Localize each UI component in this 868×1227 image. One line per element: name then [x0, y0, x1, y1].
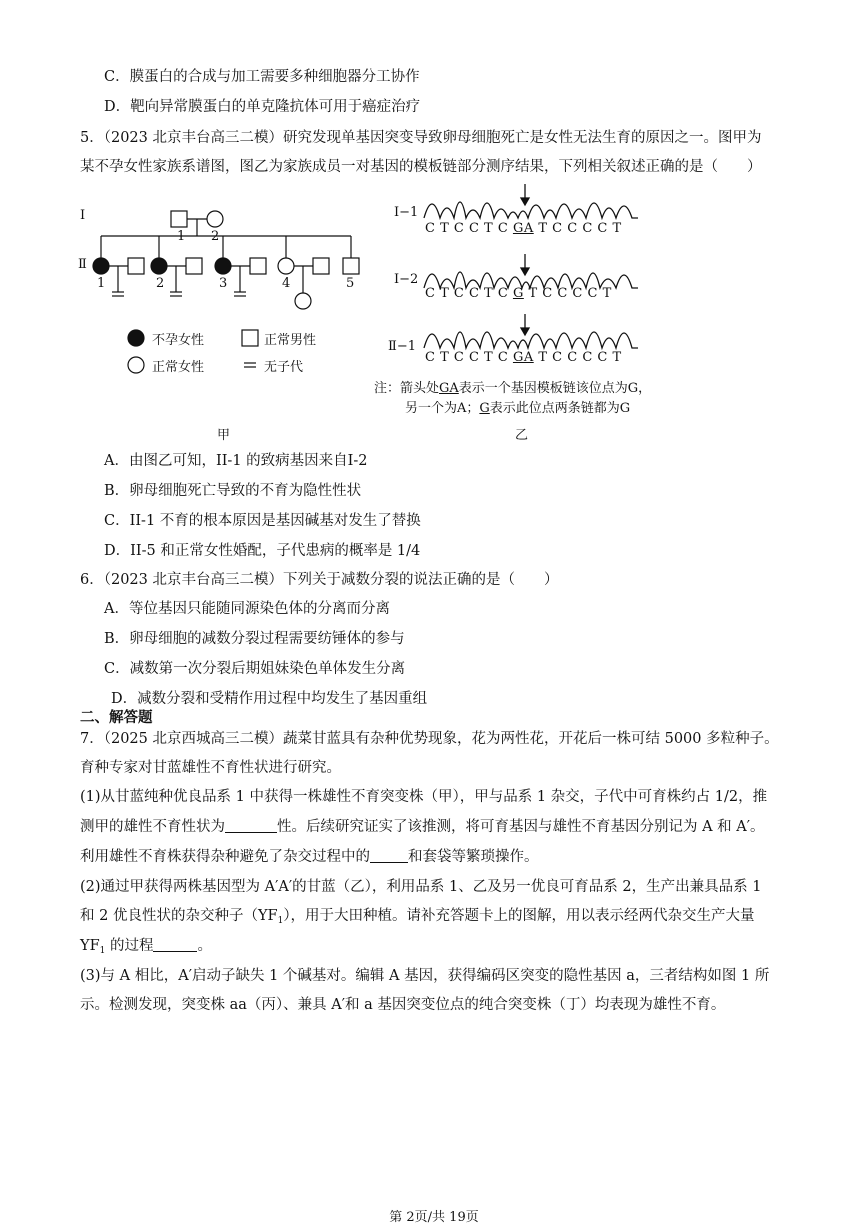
legend-affected-female-label: 不孕女性 — [152, 333, 205, 348]
answer-blank[interactable] — [225, 818, 277, 833]
q5-option-a: A．由图乙可知，II-1 的致病基因来自I-2 — [104, 453, 368, 469]
pedigree-II3-affected-female — [215, 258, 231, 274]
pedigree-II4-normal-female — [278, 258, 294, 274]
legend-affected-female-symbol — [128, 330, 144, 346]
pedigree-I1-male — [171, 211, 187, 227]
q7-part1-line2: 测甲的雄性不育性状为 性。后续研究证实了该推测，将可育基因与雄性不育基因分别记为 A 和 A′。 — [80, 819, 765, 835]
pedigree-II2-number: 2 — [156, 276, 165, 291]
q6-option-a: A．等位基因只能随同源染色体的分离而分离 — [104, 601, 390, 617]
arrow-down-icon — [521, 198, 529, 205]
q7-stem-line2: 育种专家对甘蓝雄性不育性状进行研究。 — [80, 760, 341, 776]
arrow-down-icon — [521, 328, 529, 335]
q7-part1-line3: 利用雄性不育株获得杂种避免了杂交过程中的 和套袋等繁琐操作。 — [80, 849, 539, 865]
pedigree-I2-female — [207, 211, 223, 227]
q5-stem-line1: 5．（2023 北京丰台高三二模）研究发现单基因突变导致卵母细胞死亡是女性无法生育的原因之一。图甲为 — [80, 130, 762, 146]
chroma-row1-label: I−1 — [394, 205, 419, 220]
pedigree-III-child-female — [295, 293, 311, 309]
chroma-note-line1: 注：箭头处GA表示一个基因模板链该位点为G， — [374, 381, 652, 396]
chromatogram-figure — [388, 180, 648, 370]
q7-part2-line2: 和 2 优良性状的杂交种子$(YF_1)$，用于大田种植。请补充答题卡上的图解，用以表示经两代杂交生产大量 — [80, 908, 755, 926]
q5-option-c: C．II-1 不育的根本原因是基因碱基对发生了替换 — [104, 513, 421, 529]
q7-part2-line1: (2)通过甲获得两株基因型为 A′A′的甘蓝（乙），利用品系 1、乙及另一优良可育品系 2，生产出兼具品系 1 — [80, 879, 762, 895]
q7-part3-line1: (3)与 A 相比，A′启动子缺失 1 个碱基对。编辑 A 基因，获得编码区突变的隐性基因 a，三者结构如图 1 所 — [80, 968, 770, 984]
chroma-row3-sequence: C T C C T C GA T C C C C T — [425, 350, 622, 365]
pedigree-II2-affected-female — [151, 258, 167, 274]
pedigree-gen-II-label: Ⅱ — [78, 257, 87, 272]
chroma-row2-label: I−2 — [394, 272, 419, 287]
legend-normal-male-symbol — [242, 330, 258, 346]
q5-stem-line2: 某不孕女性家族系谱图，图乙为家族成员一对基因的模板链部分测序结果，下列相关叙述正确的是（ ） — [80, 159, 762, 175]
chroma-row1-sequence: C T C C T C GA T C C C C T — [425, 221, 622, 236]
q7-part2-line3: $YF_1$ 的过程 。 — [80, 938, 212, 956]
arrow-down-icon — [521, 268, 529, 275]
q5-option-b: B．卵母细胞死亡导致的不育为隐性性状 — [104, 483, 362, 499]
q6-stem: 6．（2023 北京丰台高三二模）下列关于减数分裂的说法正确的是（ ） — [80, 572, 559, 588]
chromatogram-trace-I1 — [424, 202, 638, 218]
legend-normal-male-label: 正常男性 — [264, 333, 317, 348]
pedigree-II5-male — [343, 258, 359, 274]
pedigree-II1-number: 1 — [97, 276, 106, 291]
answer-blank[interactable] — [370, 848, 408, 863]
pedigree-II3-number: 3 — [219, 276, 228, 291]
q6-option-c: C．减数第一次分裂后期姐妹染色单体发生分离 — [104, 661, 406, 677]
section-heading: 二、解答题 — [80, 709, 153, 726]
legend-no-offspring-label: 无子代 — [264, 360, 304, 375]
figure-yi-caption: 乙 — [515, 428, 529, 443]
pedigree-I1-number: 1 — [177, 229, 186, 244]
pedigree-gen-I-label: I — [80, 208, 86, 223]
pedigree-I2-number: 2 — [211, 229, 220, 244]
chroma-row3-label: Ⅱ−1 — [388, 339, 416, 354]
chroma-row2-sequence: C T C C T C G T C C C C T — [425, 286, 612, 301]
q4-option-c: C．膜蛋白的合成与加工需要多种细胞器分工协作 — [104, 69, 420, 85]
pedigree-II4-number: 4 — [282, 276, 291, 291]
pedigree-figure — [70, 200, 370, 440]
q4-option-d: D．靶向异常膜蛋白的单克隆抗体可用于癌症治疗 — [104, 99, 421, 115]
pedigree-II1-affected-female — [93, 258, 109, 274]
chroma-note-line2: 另一个为A；G表示此位点两条链都为G — [405, 401, 631, 416]
chromatogram-trace-II1 — [424, 332, 638, 348]
q5-option-d: D．II-5 和正常女性婚配，子代患病的概率是 1/4 — [104, 543, 421, 559]
pedigree-II5-number: 5 — [346, 276, 355, 291]
q7-part3-line2: 示。检测发现，突变株 aa（丙）、兼具 A′和 a 基因突变位点的纯合突变株（丁）均表现为雄性不育。 — [80, 997, 726, 1013]
legend-normal-female-label: 正常女性 — [152, 360, 205, 375]
answer-blank[interactable] — [153, 937, 197, 952]
q7-part1-line1: (1)从甘蓝纯种优良品系 1 中获得一株雄性不育突变株（甲），甲与品系 1 杂交，子代中可育株约占 1/2，推 — [80, 789, 768, 805]
q6-option-d: D．减数分裂和受精作用过程中均发生了基因重组 — [111, 691, 428, 707]
q7-stem-line1: 7．（2025 北京西城高三二模）蔬菜甘蓝具有杂种优势现象，花为两性花，开花后一株可结 5000 多粒种子。 — [80, 731, 779, 747]
page-footer: 第 2页/共 19页 — [389, 1210, 479, 1225]
q6-option-b: B．卵母细胞的减数分裂过程需要纺锤体的参与 — [104, 631, 405, 647]
figure-jia-caption: 甲 — [217, 428, 231, 443]
legend-normal-female-symbol — [128, 357, 144, 373]
